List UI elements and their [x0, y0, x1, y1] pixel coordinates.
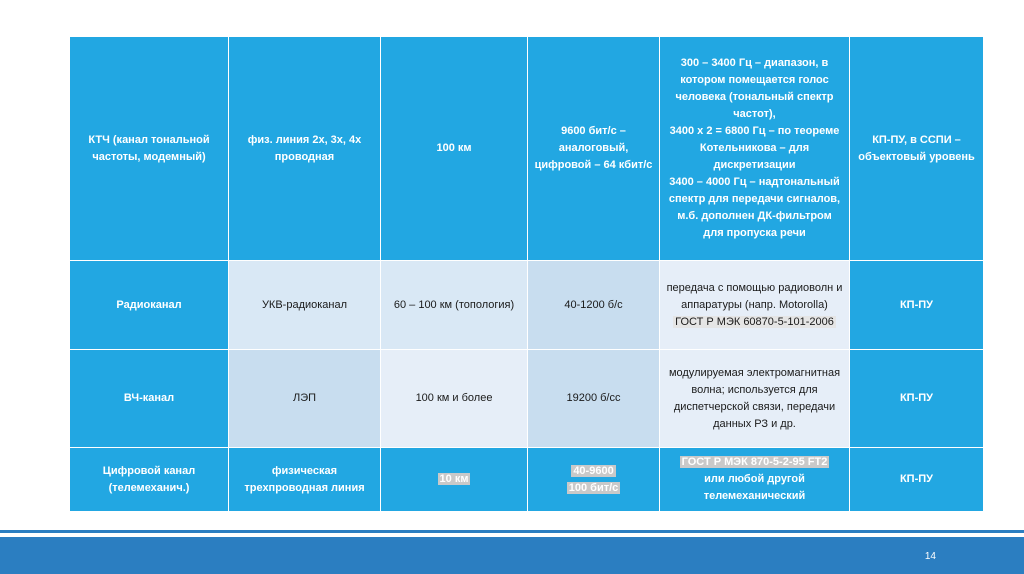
speed-line: аналоговый,	[558, 142, 629, 154]
page-number: 14	[924, 551, 936, 562]
distance-value: 10 км	[439, 473, 469, 485]
channels-table	[69, 36, 984, 512]
cell-distance: 60 – 100 км (топология)	[381, 261, 528, 350]
standard-reference: ГОСТ Р МЭК 60870-5-101-2006	[675, 315, 834, 328]
cell-level: КП-ПУ	[850, 350, 984, 448]
table-row	[70, 350, 984, 448]
cell-distance: 100 км	[381, 37, 528, 261]
description-line: 300 – 3400 Гц – диапазон, в котором помещается голос человека (тональный спектр частот),	[675, 57, 834, 120]
cell-level: КП-ПУ	[850, 261, 984, 350]
cell-medium: ЛЭП	[229, 350, 381, 448]
description-line: 3400 х 2 = 6800 Гц – по теореме Котельникова – для дискретизации	[669, 125, 840, 171]
cell-distance	[381, 448, 528, 512]
table-row	[70, 261, 984, 350]
cell-medium: УКВ-радиоканал	[229, 261, 381, 350]
table-row	[70, 448, 984, 512]
cell-medium: физ. линия 2х, 3х, 4х проводная	[229, 37, 381, 261]
cell-description	[660, 448, 850, 512]
cell-medium: физическая трехпроводная линия	[229, 448, 381, 512]
cell-channel-type: Радиоканал	[70, 261, 229, 350]
cell-channel-type: ВЧ-канал	[70, 350, 229, 448]
cell-description	[660, 37, 850, 261]
speed-line: 40-9600	[573, 464, 614, 477]
table-row	[70, 37, 984, 261]
speed-line: цифровой – 64 кбит/с	[534, 159, 653, 171]
cell-level: КП-ПУ	[850, 448, 984, 512]
description-line: передача с помощью радиоволн и аппаратуры (напр. Motorolla)	[666, 281, 843, 311]
cell-channel-type: КТЧ (канал тональной частоты, модемный)	[70, 37, 229, 261]
speed-line: 100 бит/с	[568, 481, 619, 494]
cell-description: модулируемая электромагнитная волна; используется для диспетчерской связи, передачи данных РЗ и др.	[660, 350, 850, 448]
cell-speed: 40-1200 б/с	[528, 261, 660, 350]
footer-divider	[0, 530, 1024, 533]
footer-bar	[0, 537, 1024, 574]
speed-line: 9600 бит/с –	[561, 125, 626, 137]
cell-channel-type: Цифровой канал (телемеханич.)	[70, 448, 229, 512]
cell-description	[660, 261, 850, 350]
description-line: 3400 – 4000 Гц – надтональный спектр для передачи сигналов, м.б. дополнен ДК-фильтром для пропуска речи	[668, 176, 841, 239]
cell-speed	[528, 37, 660, 261]
cell-level: КП-ПУ, в ССПИ – объектовый уровень	[850, 37, 984, 261]
cell-speed	[528, 448, 660, 512]
cell-speed: 19200 б/сс	[528, 350, 660, 448]
cell-distance: 100 км и более	[381, 350, 528, 448]
standard-reference: ГОСТ Р МЭК 870-5-2-95 FT2	[681, 456, 828, 468]
description-line: или любой другой телемеханический	[703, 473, 806, 502]
